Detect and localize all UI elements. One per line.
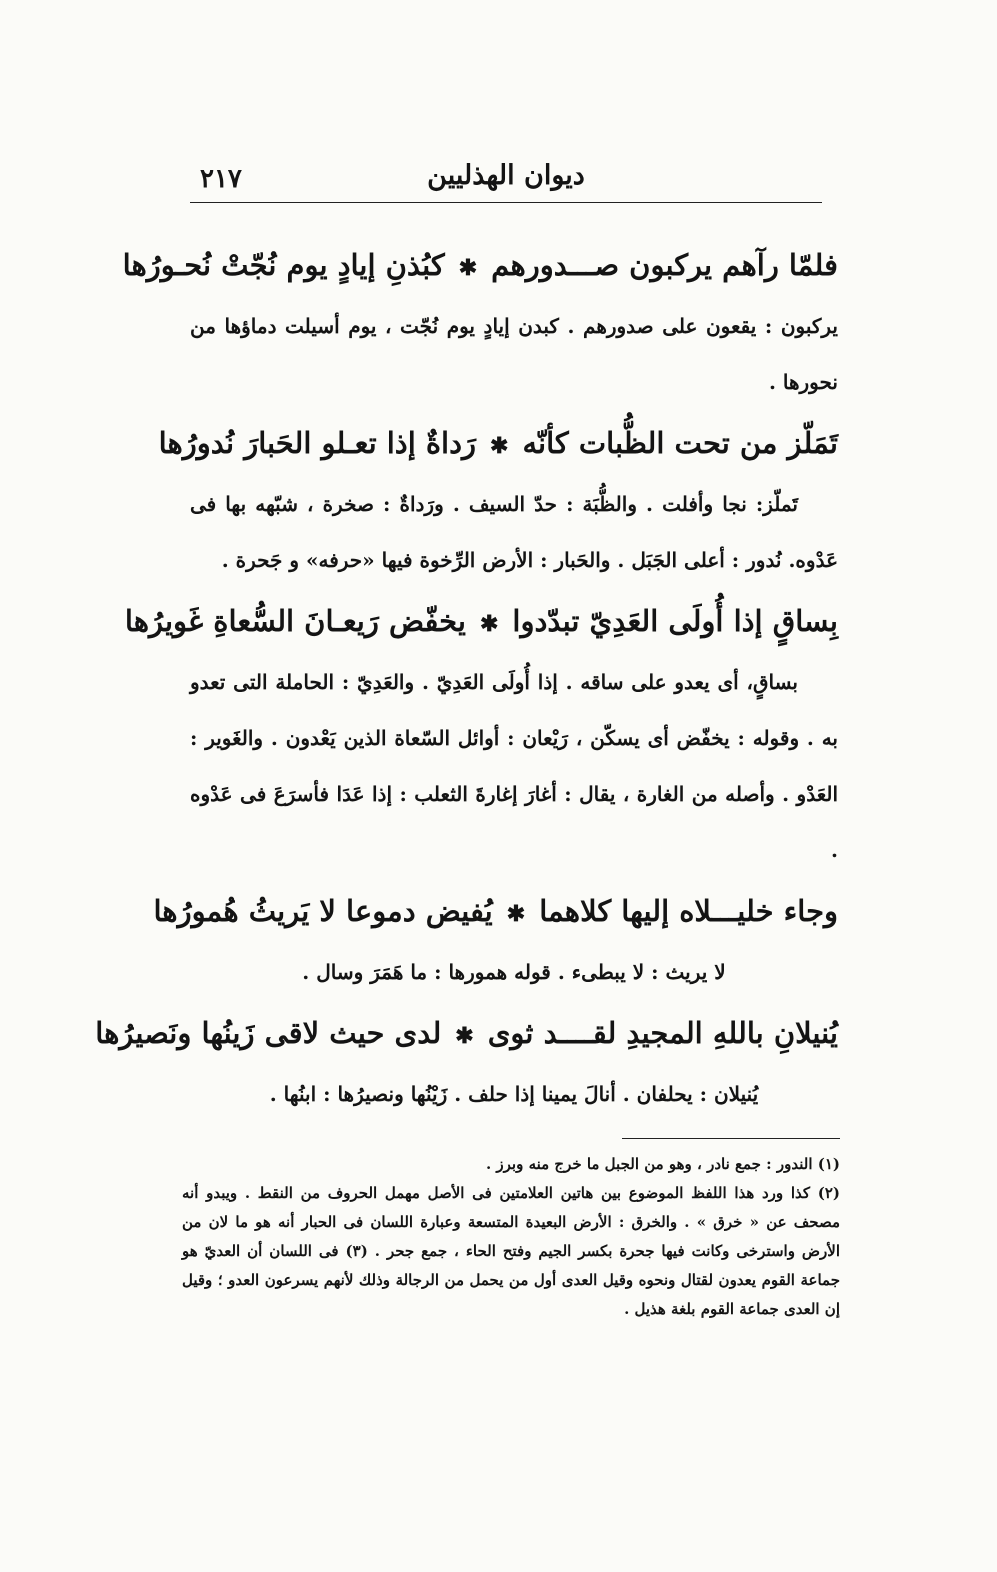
verse-second-hemistich: لدى حيث لاقى زَينُها ونَصيرُها [95, 1016, 442, 1050]
verse-line [158, 410, 838, 476]
verse-second-hemistich: يُفيض دموعا لا يَريثُ هُمورُها [153, 894, 493, 928]
footnote: (٢) كذا ورد هذا اللفظ الموضوع بين هاتين العلامتين فى الأصل مهمل الحروف من النقط . ويبدو أنه مصحف عن « خرق » . والخرق : الأرض البعيدة المتسعة وعبارة اللسان فى الحبار أنه هو ما لان من الأرض واسترخى وكانت فيها جحرة بكسر الجيم وفتح الحاء ، جمع جحر . (٣) فى اللسان أن العديّ هو جماعة القوم يعدون لقتال ونحوه وقيل العدى أول من يحمل من الرجالة وذلك لأنهم يسرعون العدو ؛ وقيل إن العدى جماعة القوم بلغة هذيل . [182, 1184, 841, 1318]
verse-line [153, 878, 838, 944]
commentary-paragraph: تَملّز: نجا وأفلت . والظُّبَة : حدّ السيف . ورَداةٌ : صخرة ، شبّهه بها فى عَدْوه. نُدور : أعلى الجَبَل . والحَبار : الأرض الرِّخوة فيها «حرفه» و جَحرة . [190, 492, 838, 572]
verse-line [95, 1000, 838, 1066]
verse-divider-star: ✱ [479, 611, 499, 637]
verse-line [124, 588, 838, 654]
verse-second-hemistich: يخفّض رَيعـانَ السُّعاةِ غَويرُها [124, 604, 466, 638]
page-number: ٢١٧ [200, 164, 242, 194]
verse-divider-star: ✱ [458, 255, 478, 281]
verse-first-hemistich: وجاء خليـــلاه إليها كلاهما [539, 894, 838, 928]
footnote-separator [622, 1138, 840, 1139]
verse-divider-star: ✱ [455, 1023, 474, 1049]
footnotes [182, 1150, 840, 1324]
verse-first-hemistich: بِساقٍ إذا أُولَى العَدِيّ تبدّدوا [512, 604, 838, 638]
main-text [95, 232, 838, 1122]
verse-line [122, 232, 838, 298]
commentary-paragraph: يركبون : يقعون على صدورهم . كبدن إيادٍ يوم نُجّت ، يوم أسيلت دماؤها من نحورها . [190, 314, 838, 394]
footnote: (١) الندور : جمع نادر ، وهو من الجبل ما خرج منه وبرز . [485, 1155, 840, 1173]
verse-second-hemistich: رَداةٌ إذا تعـلو الحَبارَ نُدورُها [158, 426, 477, 460]
verse-divider-star: ✱ [490, 433, 509, 459]
verse-first-hemistich: يُنيلانِ باللهِ المجيدِ لقــــد ثوى [487, 1016, 838, 1050]
verse-first-hemistich: تَمَلّز من تحت الظُّبات كأنّه [522, 426, 838, 460]
verse-second-hemistich: كبُذنِ إيادٍ يوم نُجّتْ نُحـورُها [122, 248, 445, 282]
page-title: ديوان الهذليين [427, 160, 585, 191]
commentary-paragraph: لا يريث : لا يبطىء . قوله همورها : ما هَمَرَ وسال . [302, 960, 726, 984]
page-header [190, 150, 822, 203]
verse-first-hemistich: فلمّا رآهم يركبون صـــدورهم [491, 248, 838, 282]
commentary-paragraph: بساقٍ، أى يعدو على ساقه . إذا أُولَى العَدِيّ . والعَدِيّ : الحاملة التى تعدو به . وقوله : يخفّض أى يسكّن ، رَيْعان : أوائل السّعاة الذين يَعْدون . والغَوير : العَدْو . وأصله من الغارة ، يقال : أغارَ إغارةَ الثعلب : إذا عَدَا فأسرَعَ فى عَدْوه . [190, 670, 838, 862]
commentary-paragraph: يُنيلان : يحلفان . أنالَ يمينا إذا حلف . زَيْنُها ونصيرُها : ابنُها . [269, 1082, 759, 1106]
verse-divider-star: ✱ [506, 901, 526, 927]
